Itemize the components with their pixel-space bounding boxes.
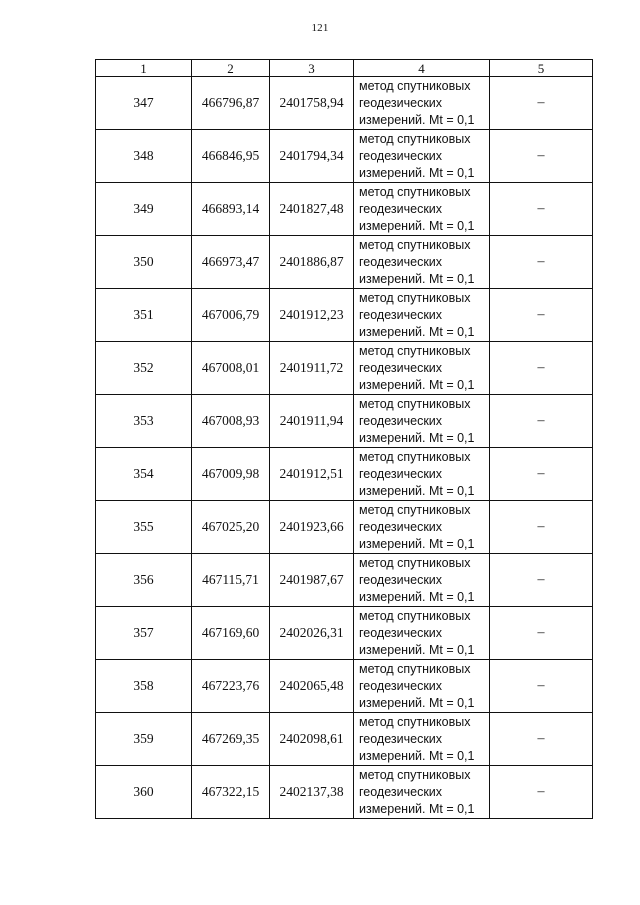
table-row <box>96 236 593 289</box>
method-cell: метод спутниковых геодезических измерений. Mt = 0,1 <box>354 554 490 607</box>
x-coordinate-cell: 467269,35 <box>192 713 270 766</box>
note-cell: – <box>490 236 593 289</box>
method-cell: метод спутниковых геодезических измерений. Mt = 0,1 <box>354 77 490 130</box>
point-number-cell: 358 <box>96 660 192 713</box>
y-coordinate-cell: 2402098,61 <box>270 713 354 766</box>
note-cell: – <box>490 289 593 342</box>
note-cell: – <box>490 713 593 766</box>
note-cell: – <box>490 660 593 713</box>
method-cell: метод спутниковых геодезических измерений. Mt = 0,1 <box>354 501 490 554</box>
y-coordinate-cell: 2401923,66 <box>270 501 354 554</box>
x-coordinate-cell: 466973,47 <box>192 236 270 289</box>
note-cell: – <box>490 554 593 607</box>
note-cell: – <box>490 342 593 395</box>
table-row <box>96 130 593 183</box>
y-coordinate-cell: 2401794,34 <box>270 130 354 183</box>
x-coordinate-cell: 467008,01 <box>192 342 270 395</box>
point-number-cell: 347 <box>96 77 192 130</box>
point-number-cell: 359 <box>96 713 192 766</box>
table-row <box>96 448 593 501</box>
table-row <box>96 766 593 819</box>
y-coordinate-cell: 2401987,67 <box>270 554 354 607</box>
table-row <box>96 289 593 342</box>
y-coordinate-cell: 2401911,94 <box>270 395 354 448</box>
note-cell: – <box>490 77 593 130</box>
method-cell: метод спутниковых геодезических измерений. Mt = 0,1 <box>354 395 490 448</box>
method-cell: метод спутниковых геодезических измерений. Mt = 0,1 <box>354 448 490 501</box>
x-coordinate-cell: 467223,76 <box>192 660 270 713</box>
note-cell: – <box>490 607 593 660</box>
note-cell: – <box>490 501 593 554</box>
point-number-cell: 351 <box>96 289 192 342</box>
x-coordinate-cell: 467322,15 <box>192 766 270 819</box>
column-header-3: 3 <box>270 60 354 77</box>
column-header-2: 2 <box>192 60 270 77</box>
method-cell: метод спутниковых геодезических измерений. Mt = 0,1 <box>354 766 490 819</box>
y-coordinate-cell: 2401758,94 <box>270 77 354 130</box>
column-header-4: 4 <box>354 60 490 77</box>
x-coordinate-cell: 467115,71 <box>192 554 270 607</box>
method-cell: метод спутниковых геодезических измерений. Mt = 0,1 <box>354 342 490 395</box>
note-cell: – <box>490 395 593 448</box>
point-number-cell: 352 <box>96 342 192 395</box>
point-number-cell: 353 <box>96 395 192 448</box>
x-coordinate-cell: 467008,93 <box>192 395 270 448</box>
table-row <box>96 342 593 395</box>
method-cell: метод спутниковых геодезических измерений. Mt = 0,1 <box>354 607 490 660</box>
point-number-cell: 357 <box>96 607 192 660</box>
method-cell: метод спутниковых геодезических измерений. Mt = 0,1 <box>354 660 490 713</box>
table-row <box>96 660 593 713</box>
table-header-row <box>96 60 593 77</box>
note-cell: – <box>490 766 593 819</box>
x-coordinate-cell: 467006,79 <box>192 289 270 342</box>
x-coordinate-cell: 466846,95 <box>192 130 270 183</box>
table-row <box>96 183 593 236</box>
y-coordinate-cell: 2401912,23 <box>270 289 354 342</box>
x-coordinate-cell: 467169,60 <box>192 607 270 660</box>
page-number: 121 <box>311 22 329 34</box>
coordinates-table <box>95 59 593 819</box>
y-coordinate-cell: 2402065,48 <box>270 660 354 713</box>
table-row <box>96 713 593 766</box>
table-row <box>96 607 593 660</box>
y-coordinate-cell: 2401912,51 <box>270 448 354 501</box>
x-coordinate-cell: 467025,20 <box>192 501 270 554</box>
y-coordinate-cell: 2401911,72 <box>270 342 354 395</box>
table-row <box>96 395 593 448</box>
method-cell: метод спутниковых геодезических измерений. Mt = 0,1 <box>354 289 490 342</box>
y-coordinate-cell: 2402026,31 <box>270 607 354 660</box>
x-coordinate-cell: 467009,98 <box>192 448 270 501</box>
table-row <box>96 77 593 130</box>
point-number-cell: 350 <box>96 236 192 289</box>
table-row <box>96 501 593 554</box>
method-cell: метод спутниковых геодезических измерений. Mt = 0,1 <box>354 130 490 183</box>
method-cell: метод спутниковых геодезических измерений. Mt = 0,1 <box>354 236 490 289</box>
y-coordinate-cell: 2402137,38 <box>270 766 354 819</box>
point-number-cell: 360 <box>96 766 192 819</box>
point-number-cell: 354 <box>96 448 192 501</box>
y-coordinate-cell: 2401827,48 <box>270 183 354 236</box>
table-row <box>96 554 593 607</box>
y-coordinate-cell: 2401886,87 <box>270 236 354 289</box>
note-cell: – <box>490 448 593 501</box>
point-number-cell: 356 <box>96 554 192 607</box>
column-header-1: 1 <box>96 60 192 77</box>
point-number-cell: 355 <box>96 501 192 554</box>
column-header-5: 5 <box>490 60 593 77</box>
note-cell: – <box>490 130 593 183</box>
point-number-cell: 348 <box>96 130 192 183</box>
x-coordinate-cell: 466796,87 <box>192 77 270 130</box>
method-cell: метод спутниковых геодезических измерений. Mt = 0,1 <box>354 183 490 236</box>
method-cell: метод спутниковых геодезических измерений. Mt = 0,1 <box>354 713 490 766</box>
note-cell: – <box>490 183 593 236</box>
point-number-cell: 349 <box>96 183 192 236</box>
x-coordinate-cell: 466893,14 <box>192 183 270 236</box>
